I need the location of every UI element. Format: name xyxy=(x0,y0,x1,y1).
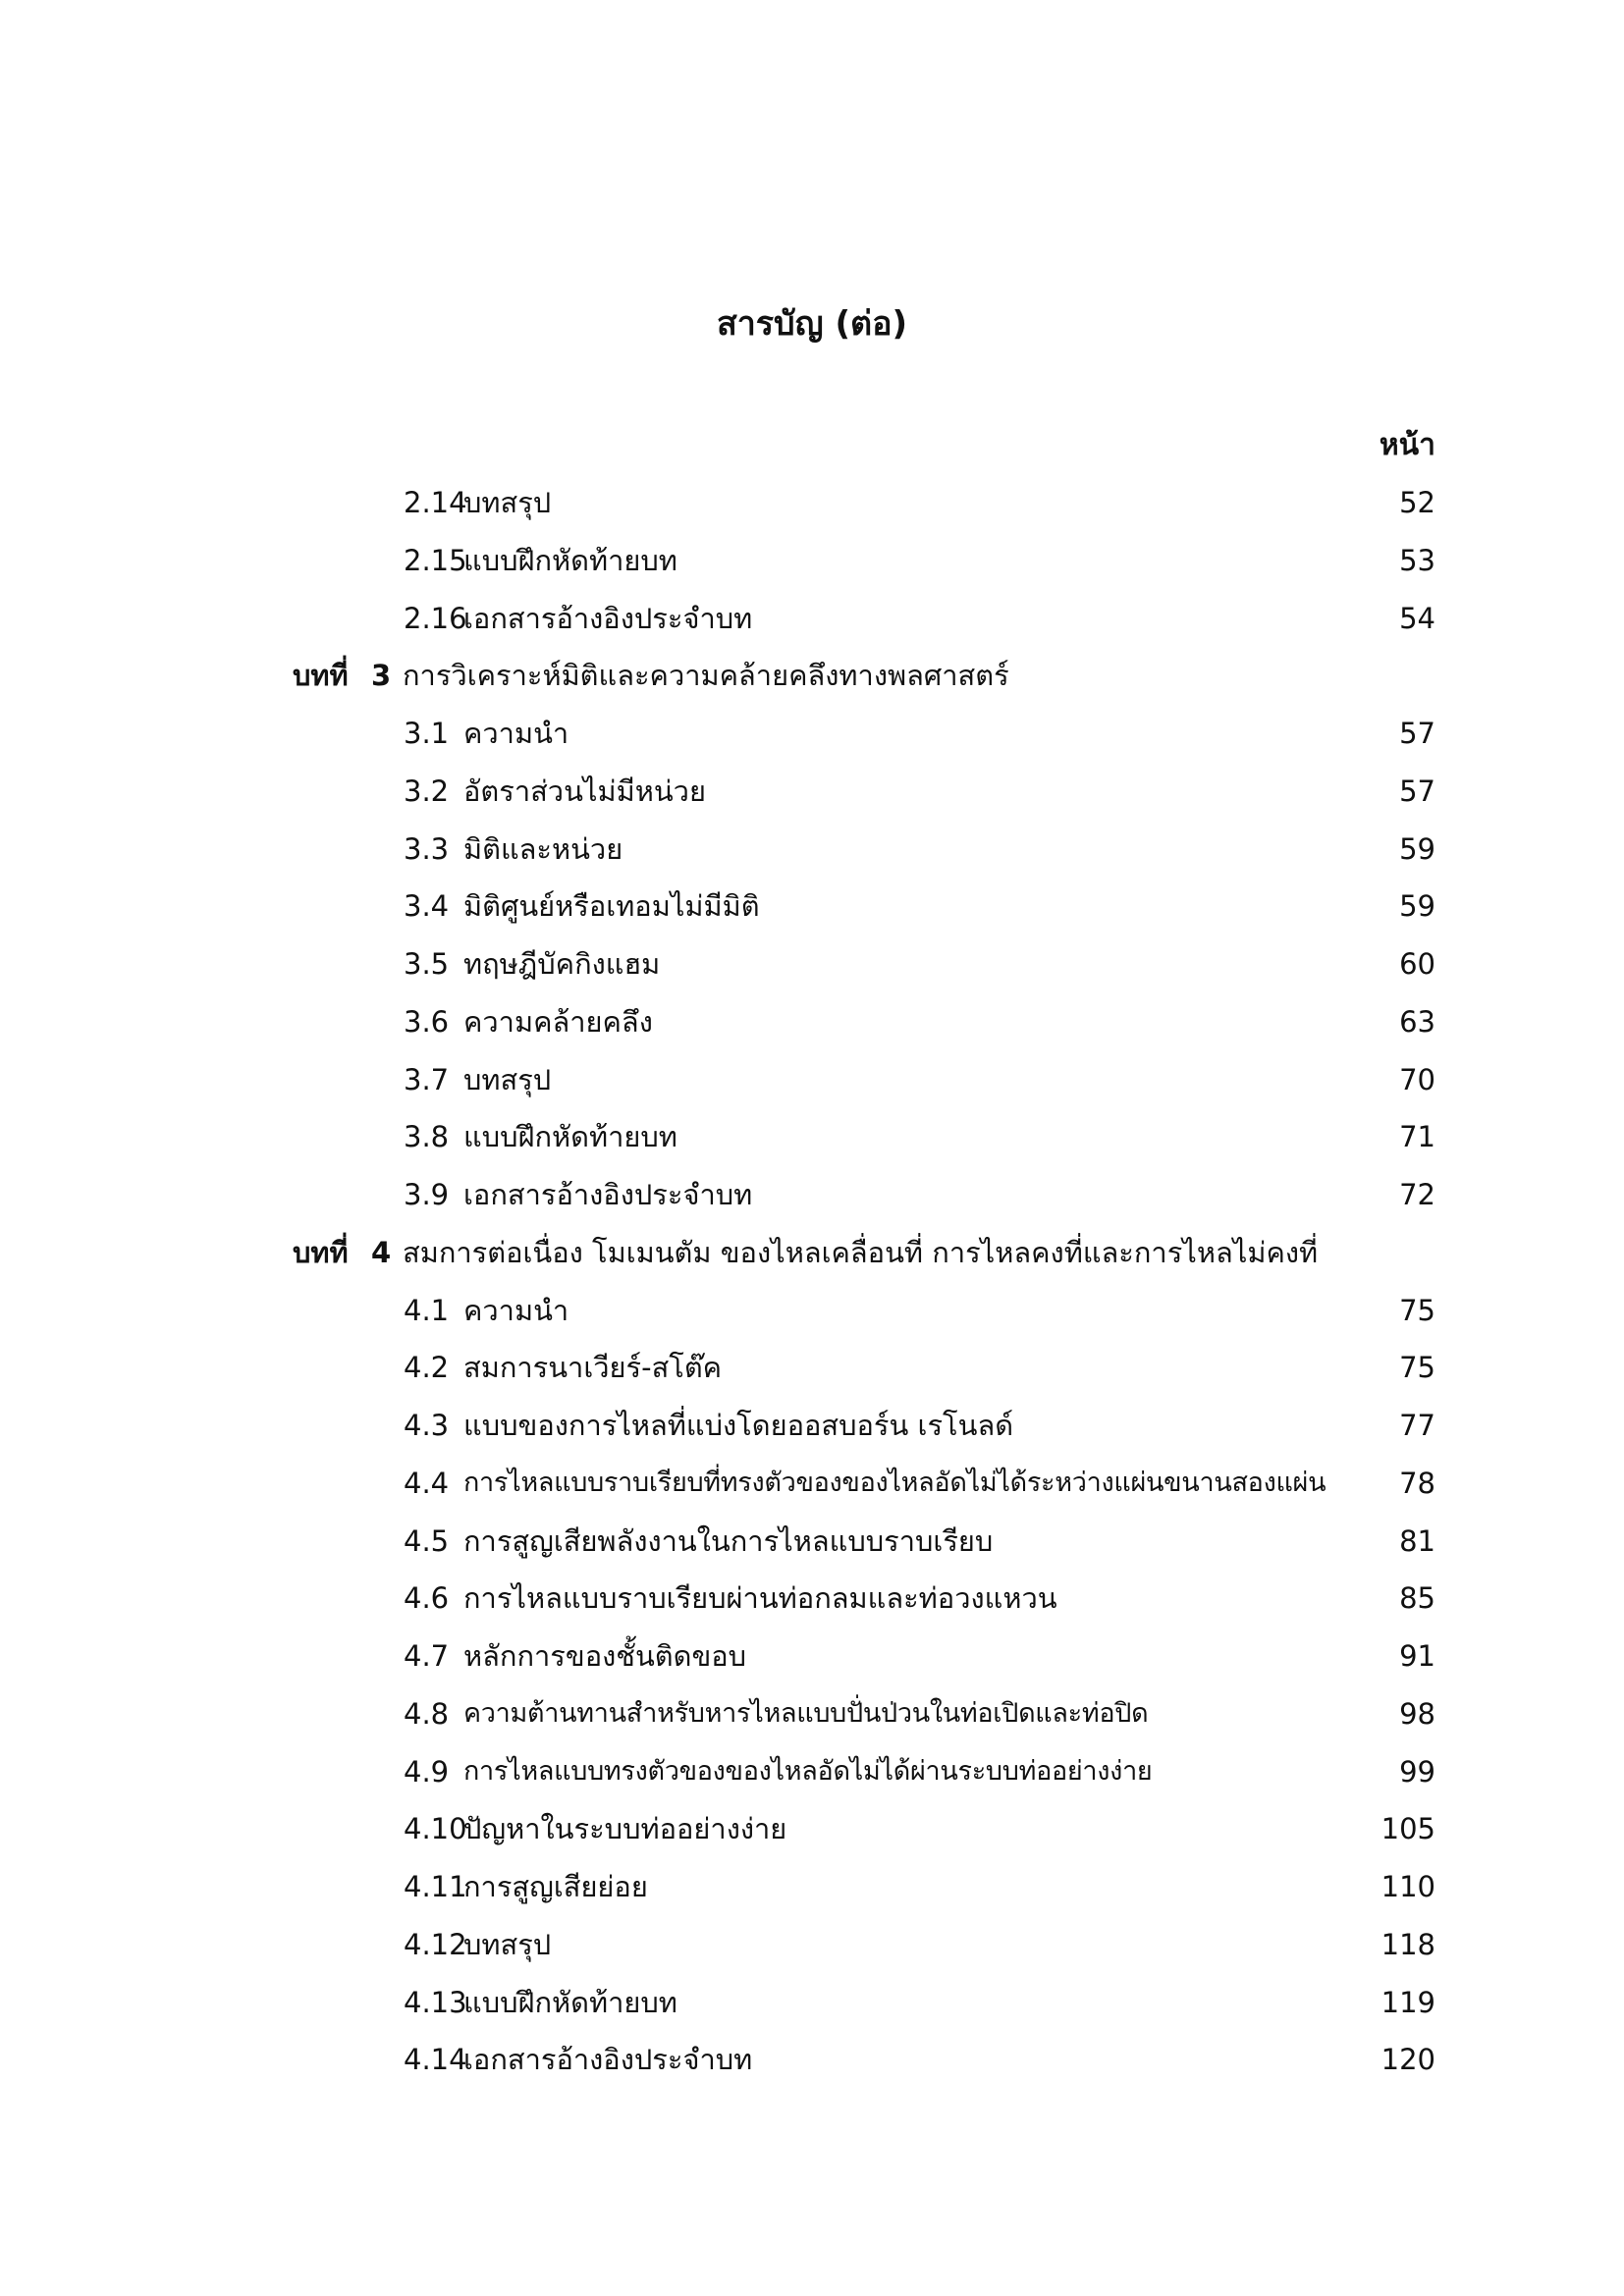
toc-section-row xyxy=(0,878,1624,935)
toc-section-row xyxy=(0,705,1624,763)
section-number: 4.10 xyxy=(404,1812,467,1846)
page-number: 57 xyxy=(1399,717,1435,750)
section-number: 3.6 xyxy=(404,1004,450,1039)
section-title: ความต้านทานสำหรับหารไหลแบบปั่นป่วนในท่อเปิดและท่อปิด xyxy=(463,1697,1149,1729)
toc-section-row xyxy=(0,993,1624,1051)
section-title: การสูญเสียพลังงานในการไหลแบบราบเรียบ xyxy=(463,1523,994,1558)
table-of-contents xyxy=(0,474,1624,2089)
section-title: การไหลแบบราบเรียบผ่านท่อกลมและท่อวงแหวน xyxy=(463,1581,1057,1616)
page-number: 118 xyxy=(1380,1927,1435,1961)
chapter-title: สมการต่อเนื่อง โมเมนตัม ของไหลเคลื่อนที่ การไหลคงที่และการไหลไม่คงที่ xyxy=(403,1235,1319,1269)
section-title: การไหลแบบราบเรียบที่ทรงตัวของของไหลอัดไม่ได้ระหว่างแผ่นขนานสองแผ่น xyxy=(463,1467,1326,1498)
toc-section-row xyxy=(0,1513,1624,1571)
section-title: ความนำ xyxy=(463,1293,569,1327)
toc-section-row xyxy=(0,1397,1624,1455)
section-number: 4.8 xyxy=(404,1696,450,1731)
toc-section-row xyxy=(0,763,1624,821)
section-title: สมการนาเวียร์-สโต๊ค xyxy=(463,1351,723,1385)
section-title: บทสรุป xyxy=(463,486,552,519)
section-number: 3.2 xyxy=(404,774,450,808)
section-number: 3.9 xyxy=(404,1178,450,1211)
page-number: 91 xyxy=(1399,1639,1435,1673)
page-number: 59 xyxy=(1399,889,1435,924)
toc-section-row xyxy=(0,1166,1624,1224)
section-number: 3.3 xyxy=(404,831,450,866)
section-number: 3.4 xyxy=(404,889,450,924)
page-number: 59 xyxy=(1399,831,1435,866)
page-number: 120 xyxy=(1380,2043,1435,2077)
section-title: แบบฝึกหัดท้ายบท xyxy=(463,543,677,577)
section-number: 4.3 xyxy=(404,1409,450,1442)
section-title: บทสรุป xyxy=(463,1927,552,1961)
page-number: 77 xyxy=(1399,1409,1435,1442)
chapter-title: การวิเคราะห์มิติและความคล้ายคลึงทางพลศาสตร์ xyxy=(403,659,1009,693)
section-title: ความนำ xyxy=(463,717,569,750)
toc-section-row xyxy=(0,1282,1624,1340)
chapter-number: 3 xyxy=(371,659,392,693)
section-number: 3.8 xyxy=(404,1120,450,1154)
toc-section-row xyxy=(0,1916,1624,1974)
page-number: 72 xyxy=(1399,1178,1435,1211)
section-title: แบบของการไหลที่แบ่งโดยออสบอร์น เรโนลด์ xyxy=(463,1409,1014,1442)
chapter-number: 4 xyxy=(371,1235,392,1269)
page-number: 52 xyxy=(1399,486,1435,519)
page-number: 75 xyxy=(1399,1293,1435,1327)
section-title: มิติศูนย์หรือเทอมไม่มีมิติ xyxy=(463,889,760,924)
section-number: 3.5 xyxy=(404,947,450,981)
toc-section-row xyxy=(0,1628,1624,1685)
section-number: 4.12 xyxy=(404,1927,467,1961)
section-title: อัตราส่วนไม่มีหน่วย xyxy=(463,774,706,808)
toc-section-row xyxy=(0,1339,1624,1397)
toc-chapter-row xyxy=(0,1224,1624,1282)
section-number: 4.13 xyxy=(404,1985,467,2019)
toc-section-row xyxy=(0,1858,1624,1916)
section-title: เอกสารอ้างอิงประจำบท xyxy=(463,1178,753,1211)
page-number: 60 xyxy=(1399,947,1435,981)
page-number: 57 xyxy=(1399,774,1435,808)
section-number: 3.1 xyxy=(404,717,450,750)
toc-chapter-row xyxy=(0,647,1624,705)
section-number: 4.6 xyxy=(404,1581,450,1616)
section-number: 4.7 xyxy=(404,1639,450,1673)
toc-section-row xyxy=(0,1570,1624,1628)
toc-section-row xyxy=(0,1743,1624,1801)
page-title: สารบัญ (ต่อ) xyxy=(716,304,908,344)
page-number: 119 xyxy=(1380,1985,1435,2019)
section-number: 2.16 xyxy=(404,601,467,635)
toc-section-row xyxy=(0,590,1624,648)
page-number: 54 xyxy=(1399,601,1435,635)
page-number: 99 xyxy=(1399,1754,1435,1789)
section-title: ปัญหาในระบบท่ออย่างง่าย xyxy=(463,1812,787,1846)
toc-section-row xyxy=(0,935,1624,993)
page-number: 78 xyxy=(1399,1466,1435,1500)
toc-section-row xyxy=(0,1108,1624,1166)
page-number: 85 xyxy=(1399,1581,1435,1616)
toc-section-row xyxy=(0,1974,1624,2032)
section-title: การไหลแบบทรงตัวของของไหลอัดไม่ได้ผ่านระบบท่ออย่างง่าย xyxy=(463,1755,1153,1787)
toc-section-row xyxy=(0,532,1624,590)
page-number: 53 xyxy=(1399,543,1435,577)
section-number: 4.14 xyxy=(404,2043,467,2077)
section-number: 2.15 xyxy=(404,543,467,577)
section-title: บทสรุป xyxy=(463,1062,552,1096)
section-title: ทฤษฎีบัคกิงแฮม xyxy=(463,947,661,981)
section-title: แบบฝึกหัดท้ายบท xyxy=(463,1985,677,2019)
chapter-label: บทที่ xyxy=(293,659,349,693)
page-number: 70 xyxy=(1399,1062,1435,1096)
toc-section-row xyxy=(0,821,1624,879)
section-title: ความคล้ายคลึง xyxy=(463,1004,653,1039)
chapter-label: บทที่ xyxy=(293,1235,349,1269)
page-number: 71 xyxy=(1399,1120,1435,1154)
section-title: มิติและหน่วย xyxy=(463,831,623,866)
toc-section-row xyxy=(0,1685,1624,1743)
section-number: 3.7 xyxy=(404,1062,450,1096)
section-title: การสูญเสียย่อย xyxy=(463,1870,648,1903)
section-number: 2.14 xyxy=(404,486,467,519)
toc-section-row xyxy=(0,1800,1624,1858)
section-title: หลักการของชั้นติดขอบ xyxy=(463,1639,747,1673)
section-number: 4.1 xyxy=(404,1293,450,1327)
toc-section-row xyxy=(0,2031,1624,2089)
toc-section-row xyxy=(0,474,1624,532)
page-number: 110 xyxy=(1380,1870,1435,1903)
section-number: 4.9 xyxy=(404,1754,450,1789)
toc-section-row xyxy=(0,1051,1624,1109)
page-number: 98 xyxy=(1399,1696,1435,1731)
section-number: 4.11 xyxy=(404,1870,467,1903)
page-number: 81 xyxy=(1399,1523,1435,1558)
toc-section-row xyxy=(0,1455,1624,1513)
section-title: เอกสารอ้างอิงประจำบท xyxy=(463,2043,753,2077)
page-number: 105 xyxy=(1380,1812,1435,1846)
page-column-header: หน้า xyxy=(1379,428,1435,462)
section-number: 4.2 xyxy=(404,1351,450,1385)
section-title: แบบฝึกหัดท้ายบท xyxy=(463,1120,677,1154)
page-number: 63 xyxy=(1399,1004,1435,1039)
section-number: 4.5 xyxy=(404,1523,450,1558)
section-title: เอกสารอ้างอิงประจำบท xyxy=(463,601,753,635)
section-number: 4.4 xyxy=(404,1466,450,1500)
page-number: 75 xyxy=(1399,1351,1435,1385)
